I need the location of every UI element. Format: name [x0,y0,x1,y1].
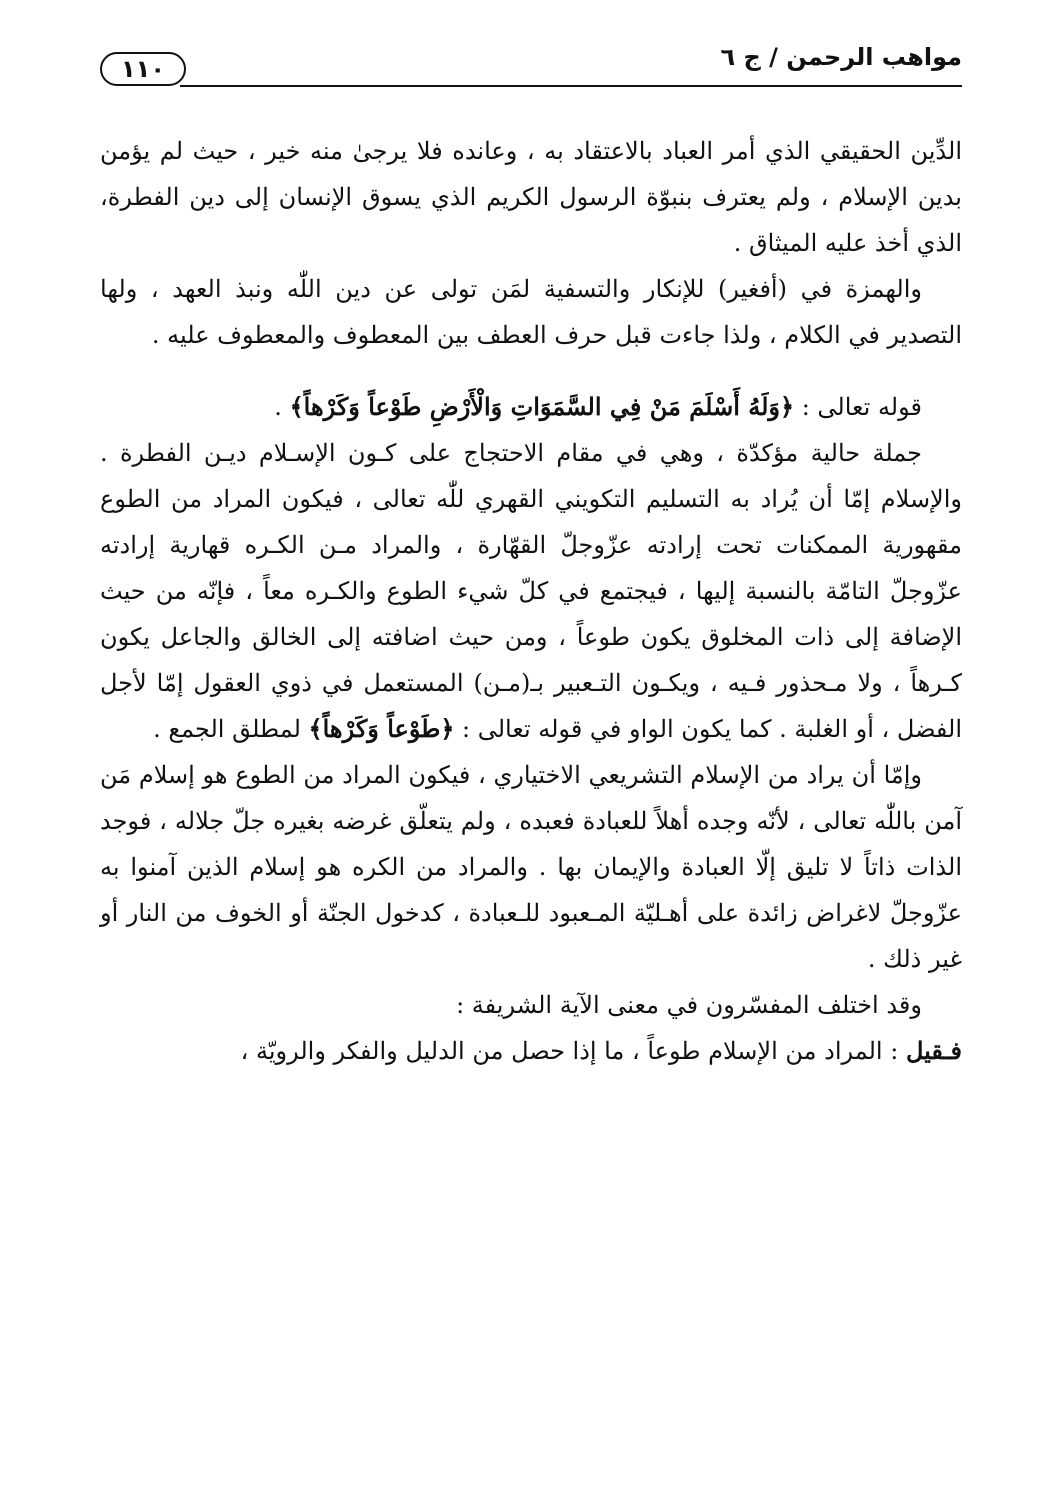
paragraph-3 [100,430,962,752]
paragraph-1 [100,128,962,266]
paragraph-3-text: جملة حالية مؤكدّة ، وهي في مقام الاحتجاج على كـون الإسـلام ديـن الفطرة . والإسلام إمّا أن يُراد به التسليم التكويني القهري للّٰه تعالى ، فيكون المراد من الطوع مقهورية الممكنات تحت إرادته عزّوجلّ القهّارة ، والمراد مـن الكـره قهارية إرادته عزّوجلّ التامّة بالنسبة إليها ، فيجتمع في كلّ شيء الطوع والكـره معاً ، فإنّه من حيث الإضافة إلى ذات المخلوق يكون طوعاً ، ومن حيث اضافته إلى الخالق والجاعل يكون كـرهاً ، ولا مـحذور فـيه ، ويكـون التـعبير بـ(مـن) المستعمل في ذوي العقول إمّا لأجل الفضل ، أو الغلبة . كما يكون الواو في قوله تعالى : [100,439,962,743]
verse-heading-suffix: . [274,393,290,421]
quranic-verse: ﴿وَلَهُ أَسْلَمَ مَنْ فِي السَّمَوَاتِ وَالْأَرْضِ طَوْعاً وَكَرْهاً﴾ [289,392,795,421]
paragraph-3-suffix: لمطلق الجمع . [153,715,309,743]
quranic-verse-inline: ﴿طَوْعاً وَكَرْهاً﴾ [308,714,455,743]
page-header [100,38,962,90]
verse-heading [100,384,962,430]
paragraph-6-lead: فـقيل [905,1036,962,1065]
paragraph-1-text: الدِّين الحقيقي الذي أمر العباد بالاعتقاد به ، وعانده فلا يرجىٰ منه خير ، حيث لم يؤمن بدين الإسلام ، ولم يعترف بنبوّة الرسول الكريم الذي يسوق الإنسان إلى دين الفطرة، الذي أخذ عليه الميثاق . [100,137,962,257]
paragraph-2 [100,266,962,358]
paragraph-5 [100,982,962,1028]
paragraph-6-text: : المراد من الإسلام طوعاً ، ما إذا حصل من الدليل والفكر والرويّة ، [240,1037,906,1065]
verse-heading-prefix: قوله تعالى : [794,393,922,421]
paragraph-4 [100,752,962,982]
page-number: ١١٠ [100,52,186,86]
page-body [100,128,962,1074]
paragraph-5-text: وقد اختلف المفسّرون في معنى الآية الشريفة : [456,991,922,1019]
header-rule [180,85,962,87]
paragraph-2-text: والهمزة في (أفغير) للإنكار والتسفية لمَن تولى عن دين اللّٰه ونبذ العهد ، ولها التصدير في الكلام ، ولذا جاءت قبل حرف العطف بين المعطوف والمعطوف عليه . [100,275,962,349]
paragraph-6 [100,1028,962,1074]
running-title: مواهب الرحمن / ج ٦ [720,43,962,71]
paragraph-4-text: وإمّا أن يراد من الإسلام التشريعي الاختياري ، فيكون المراد من الطوع هو إسلام مَن آمن باللّٰه تعالى ، لأنّه وجده أهلاً للعبادة فعبده ، ولم يتعلّق غرضه بغيره جلّ جلاله ، فوجد الذات ذاتاً لا تليق إلّا العبادة والإيمان بها . والمراد من الكره هو إسلام الذين آمنوا به عزّوجلّ لاغراض زائدة على أهـليّة المـعبود للـعبادة ، كدخول الجنّة أو الخوف من النار أو غير ذلك . [100,761,962,973]
